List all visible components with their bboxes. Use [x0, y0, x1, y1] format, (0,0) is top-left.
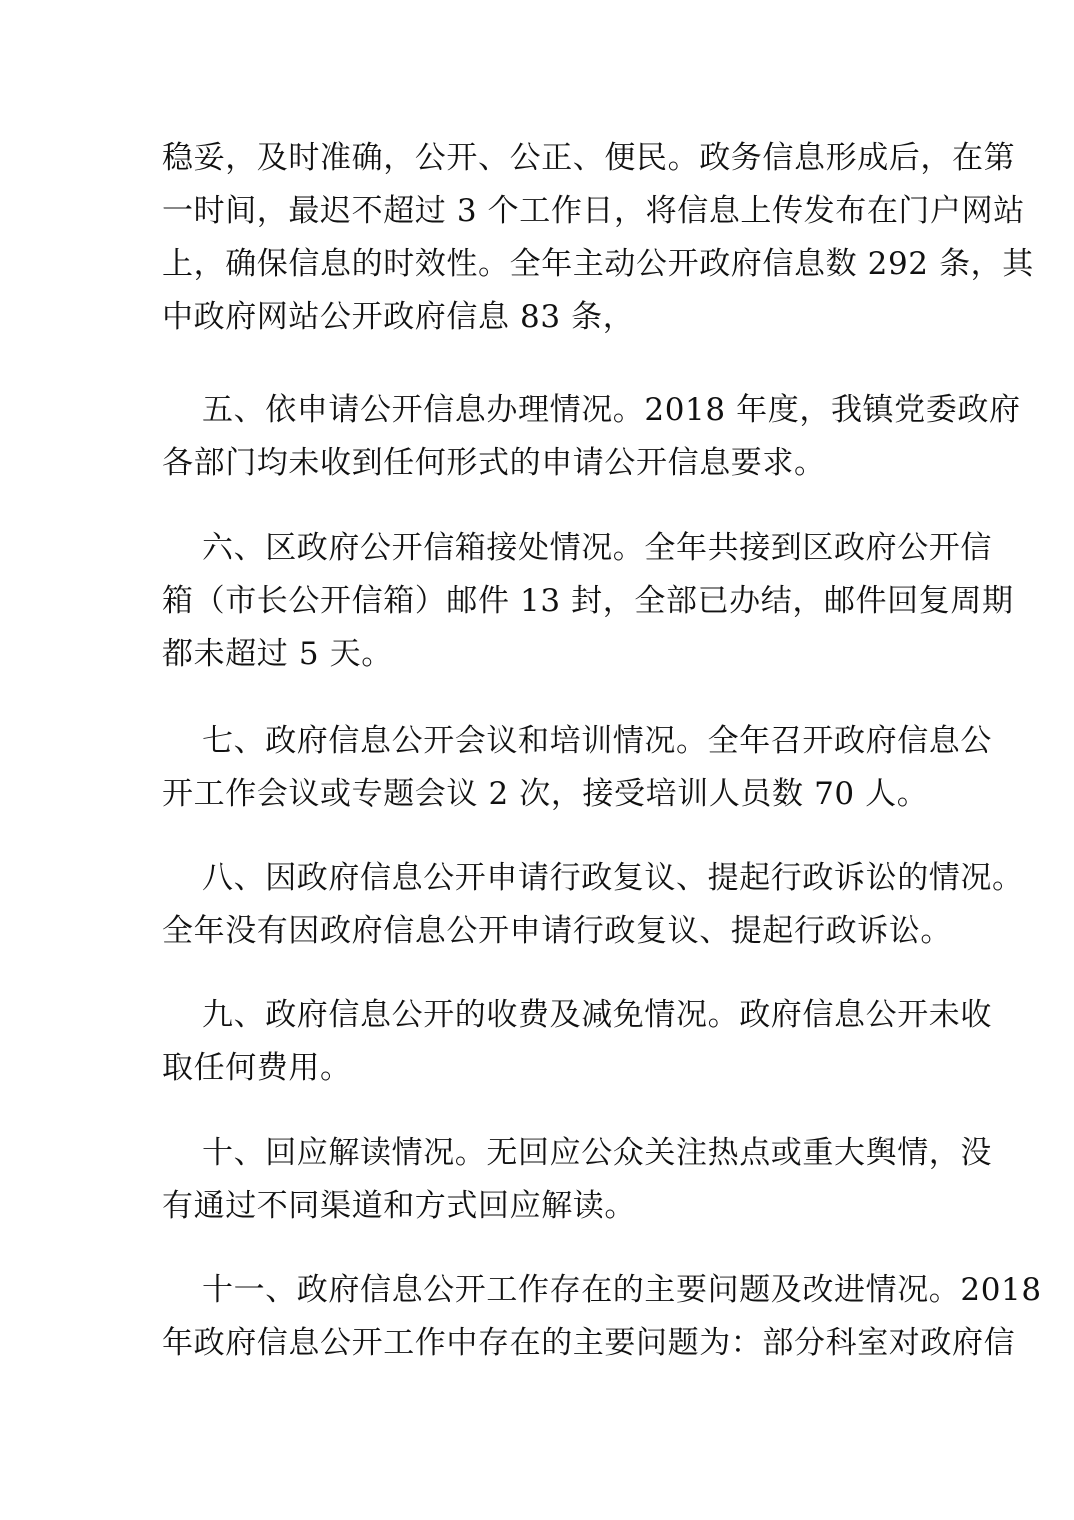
paragraph-line: 八、因政府信息公开申请行政复议、提起行政诉讼的情况。	[202, 860, 1024, 896]
paragraph-line: 开工作会议或专题会议 2 次，接受培训人员数 70 人。	[162, 776, 929, 812]
paragraph-line: 取任何费用。	[162, 1050, 352, 1086]
paragraph-line: 箱（市长公开信箱）邮件 13 封，全部已办结，邮件回复周期	[162, 583, 1014, 619]
paragraph-line: 各部门均未收到任何形式的申请公开信息要求。	[162, 445, 826, 481]
paragraph-line: 一时间，最迟不超过 3 个工作日，将信息上传发布在门户网站	[162, 193, 1025, 229]
paragraph-line: 七、政府信息公开会议和培训情况。全年召开政府信息公	[202, 723, 992, 759]
paragraph-line: 五、依申请公开信息办理情况。2018 年度，我镇党委政府	[202, 392, 1021, 428]
paragraph-line: 稳妥，及时准确，公开、公正、便民。政务信息形成后，在第	[162, 140, 1016, 176]
paragraph-line: 上，确保信息的时效性。全年主动公开政府信息数 292 条，其	[162, 246, 1034, 282]
paragraph-line: 六、区政府公开信箱接处情况。全年共接到区政府公开信	[202, 530, 992, 566]
paragraph-line: 十、回应解读情况。无回应公众关注热点或重大舆情，没	[202, 1135, 992, 1171]
paragraph-line: 年政府信息公开工作中存在的主要问题为：部分科室对政府信	[162, 1325, 1016, 1361]
paragraph-line: 全年没有因政府信息公开申请行政复议、提起行政诉讼。	[162, 913, 952, 949]
paragraph-line: 九、政府信息公开的收费及减免情况。政府信息公开未收	[202, 997, 992, 1033]
paragraph-line: 中政府网站公开政府信息 83 条，	[162, 299, 635, 335]
paragraph-line: 有通过不同渠道和方式回应解读。	[162, 1188, 636, 1224]
paragraph-line: 都未超过 5 天。	[162, 636, 393, 672]
paragraph-line: 十一、政府信息公开工作存在的主要问题及改进情况。2018	[202, 1272, 1042, 1308]
